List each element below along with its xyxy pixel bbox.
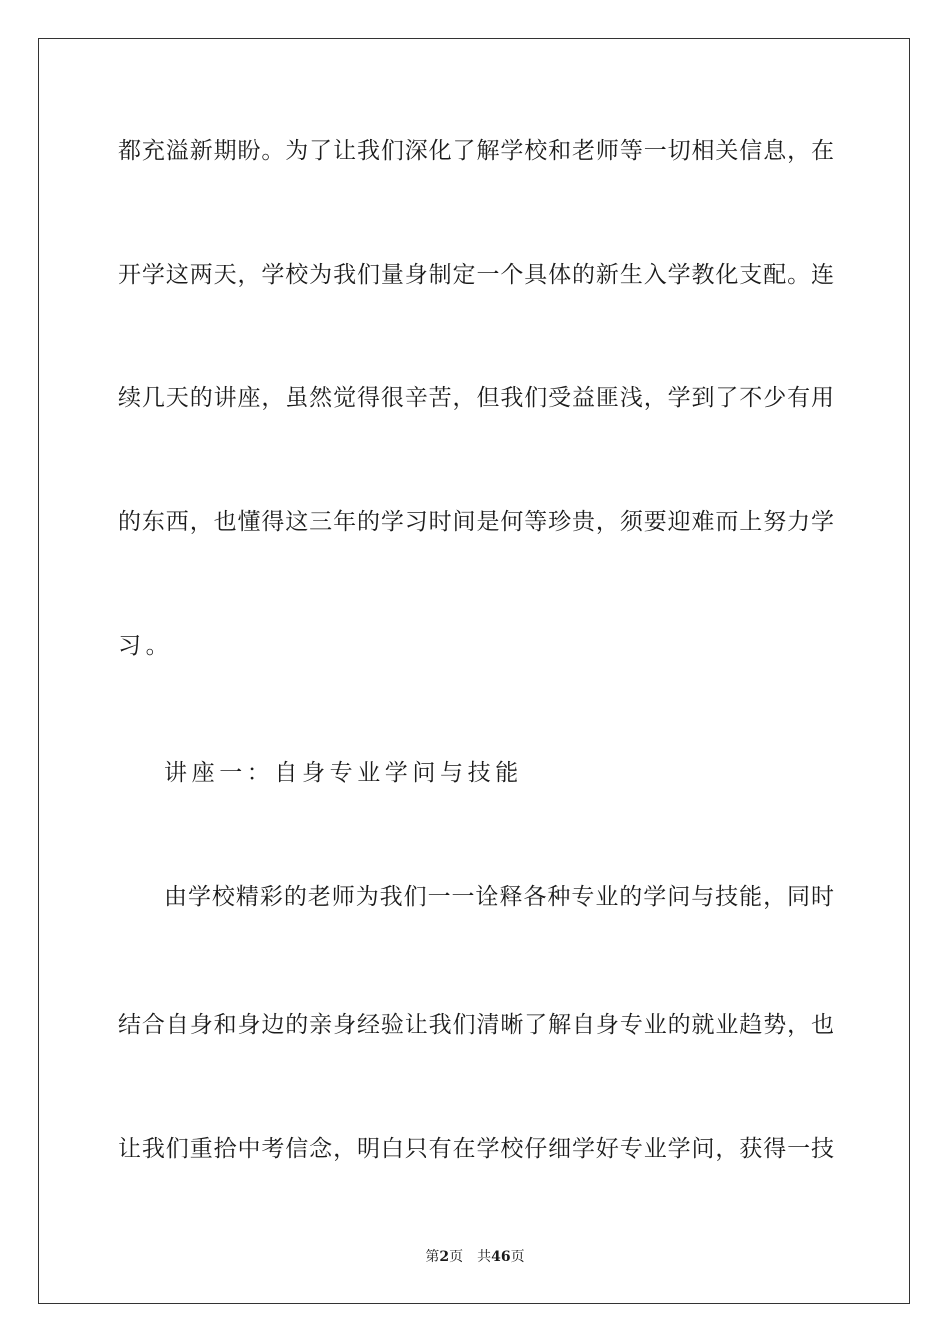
paragraph-line-7: 结合自身和身边的亲身经验让我们清晰了解自身专业的就业趋势，也 bbox=[118, 1012, 834, 1038]
section-heading: 讲座一：自身专业学问与技能 bbox=[164, 760, 523, 786]
paragraph-line-3: 续几天的讲座，虽然觉得很辛苦，但我们受益匪浅，学到了不少有用 bbox=[118, 385, 834, 411]
footer-total-suffix: 页 bbox=[510, 1249, 525, 1265]
paragraph-line-5: 习。 bbox=[118, 633, 174, 659]
paragraph-line-4: 的东西，也懂得这三年的学习时间是何等珍贵，须要迎难而上努力学 bbox=[118, 509, 834, 535]
footer-page-number: 2 bbox=[439, 1249, 450, 1265]
page-footer bbox=[0, 1248, 950, 1266]
paragraph-line-8: 让我们重拾中考信念，明白只有在学校仔细学好专业学问，获得一技 bbox=[118, 1136, 834, 1162]
paragraph-line-2: 开学这两天，学校为我们量身制定一个具体的新生入学教化支配。连 bbox=[118, 262, 834, 288]
paragraph-line-6: 由学校精彩的老师为我们一一诠释各种专业的学问与技能，同时 bbox=[164, 884, 834, 910]
footer-page-suffix: 页 bbox=[449, 1249, 464, 1265]
footer-total-number: 46 bbox=[491, 1249, 511, 1265]
footer-total-prefix: 共 bbox=[477, 1249, 492, 1265]
page-frame bbox=[38, 38, 910, 1304]
paragraph-line-1: 都充溢新期盼。为了让我们深化了解学校和老师等一切相关信息，在 bbox=[118, 138, 834, 164]
footer-page-prefix: 第 bbox=[425, 1249, 440, 1265]
